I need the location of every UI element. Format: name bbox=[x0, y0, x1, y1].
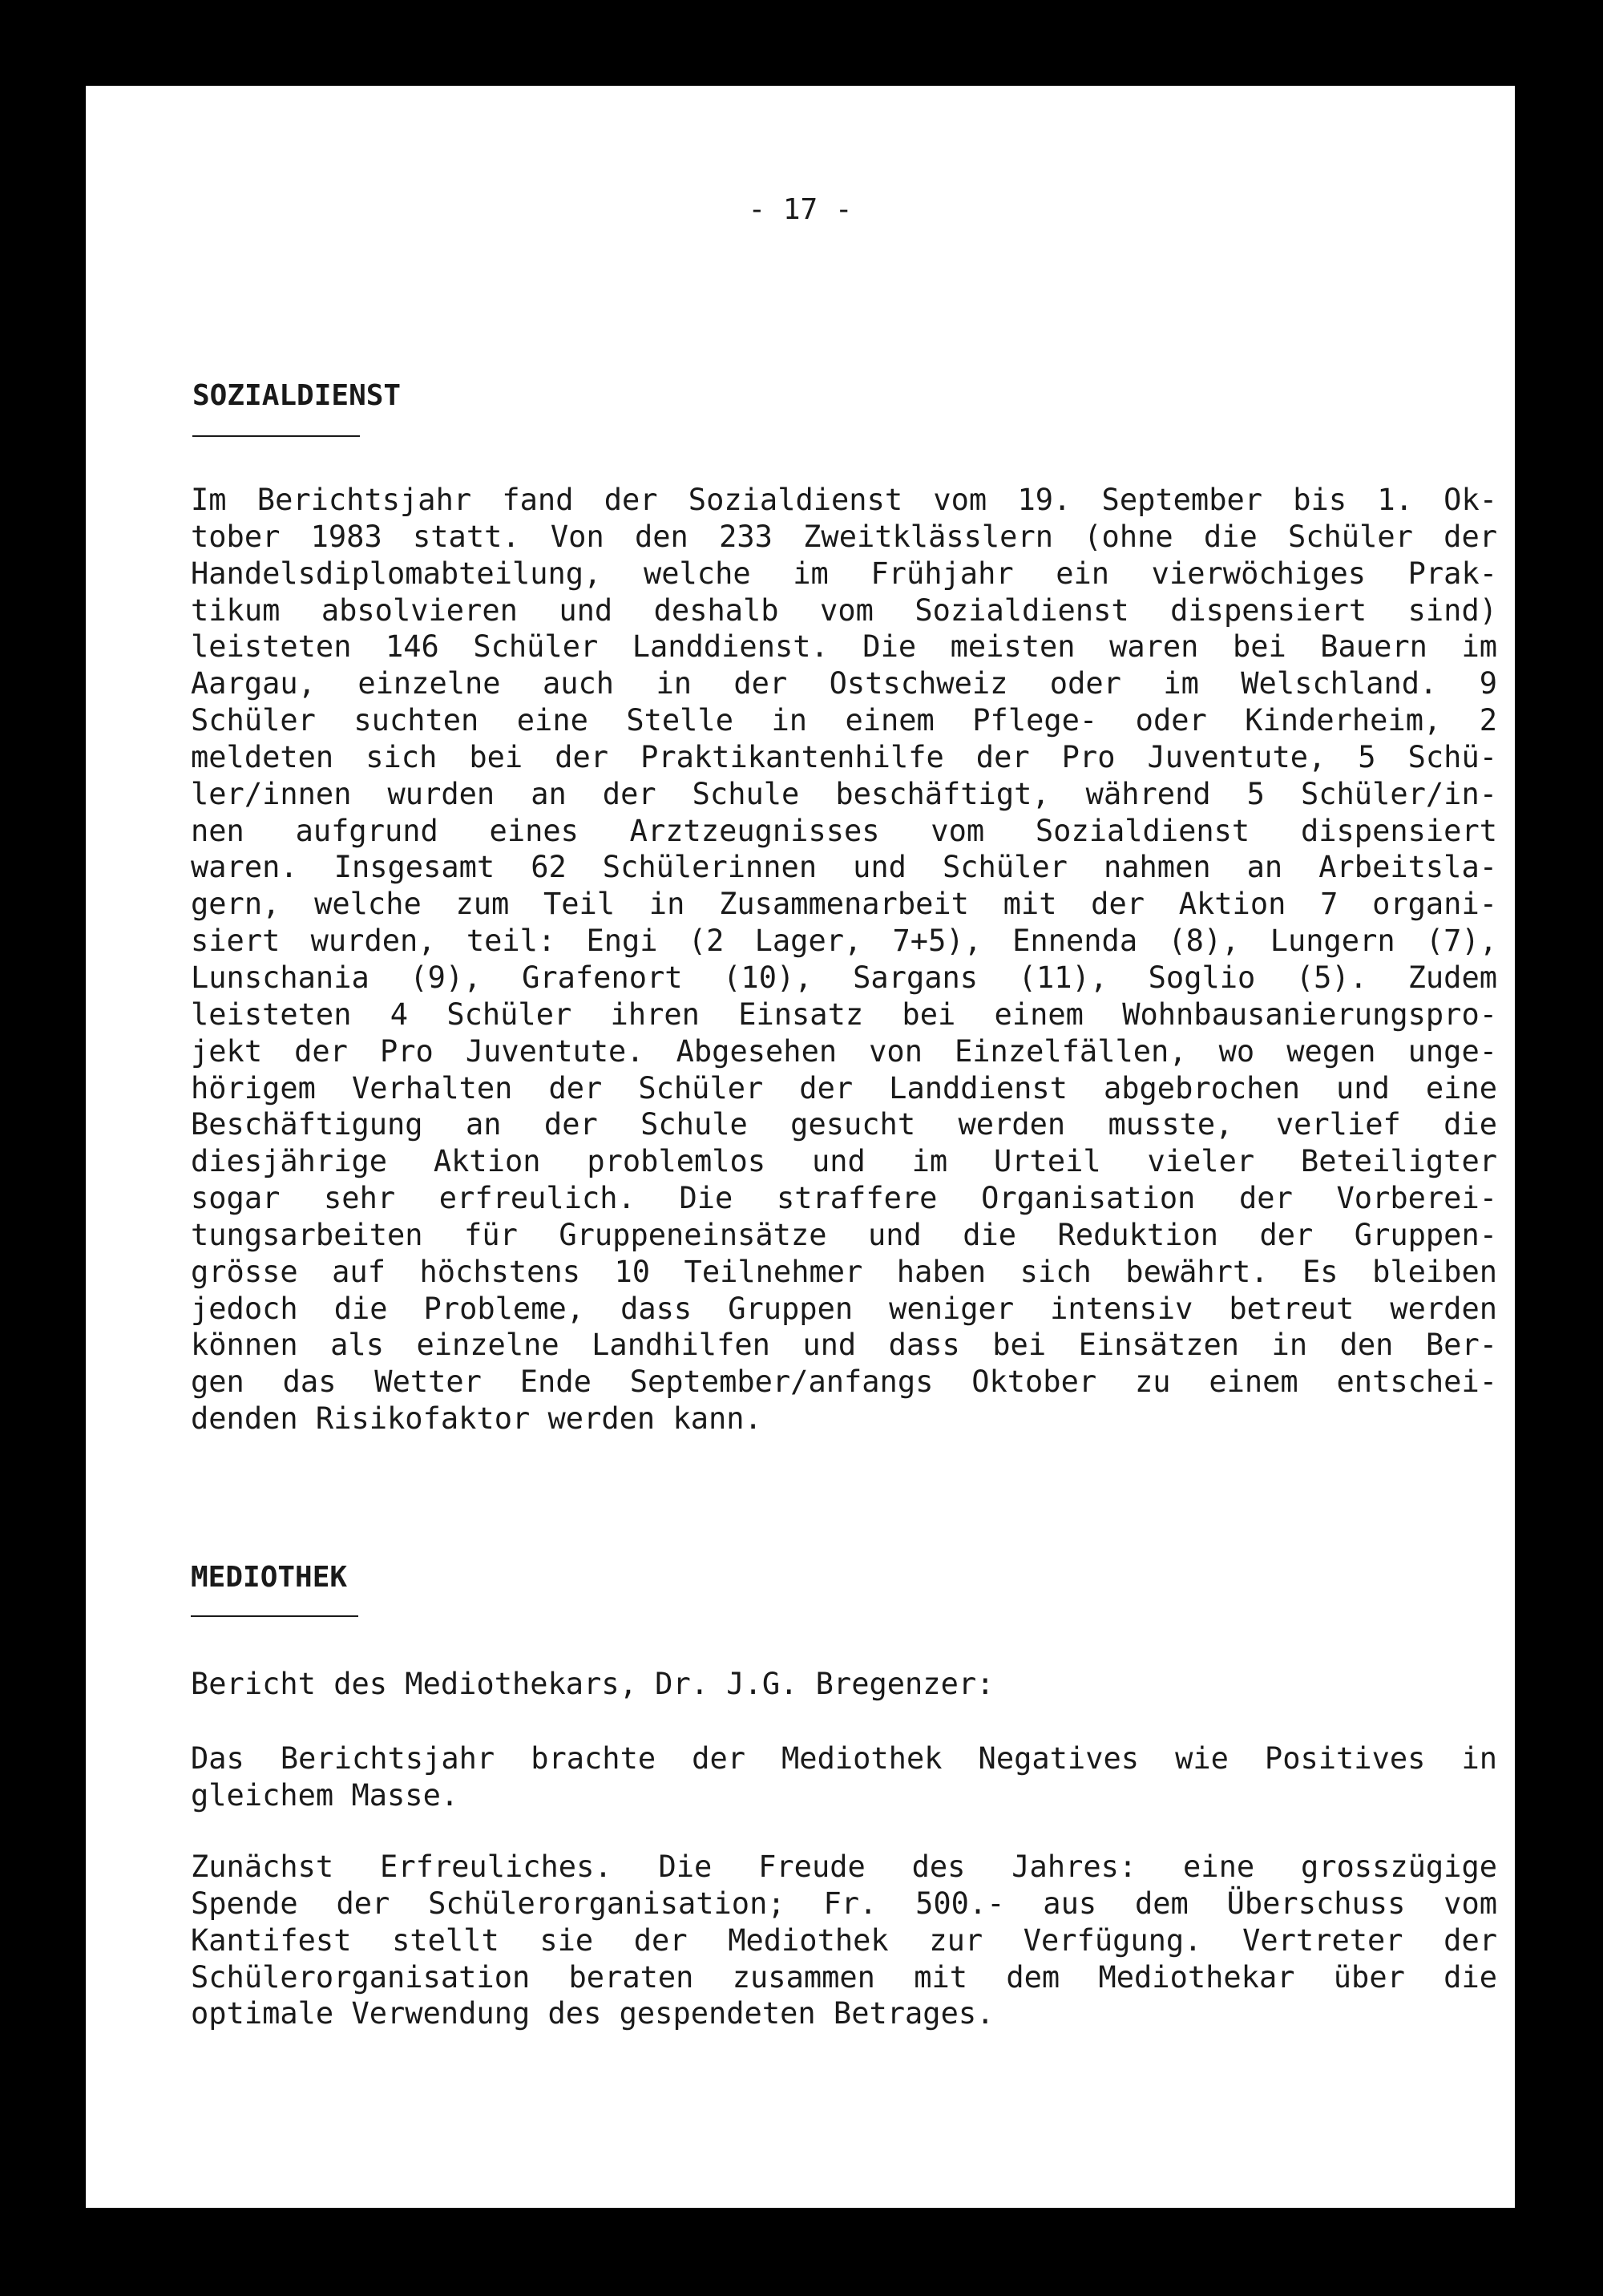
text-line: leisteten 4 Schüler ihren Einsatz bei einem Wohnbausanierungspro- bbox=[191, 996, 1497, 1032]
text-line: grösse auf höchstens 10 Teilnehmer haben sich bewährt. Es bleiben bbox=[191, 1254, 1497, 1289]
text-line: gern, welche zum Teil in Zusammenarbeit mit der Aktion 7 organi- bbox=[191, 887, 1497, 922]
heading-underline-sozialdienst bbox=[192, 435, 360, 437]
text-line: Handelsdiplomabteilung, welche im Frühjahr ein vierwöchiges Prak- bbox=[191, 556, 1497, 591]
text-line: jedoch die Probleme, dass Gruppen weniger intensiv betreut werden bbox=[191, 1291, 1497, 1326]
text-line: waren. Insgesamt 62 Schülerinnen und Schüler nahmen an Arbeitsla- bbox=[191, 850, 1497, 885]
text-line: Bericht des Mediothekars, Dr. J.G. Bregenzer: bbox=[191, 1667, 995, 1701]
text-line: optimale Verwendung des gespendeten Betrages. bbox=[191, 1996, 995, 2031]
paragraph-mediothek-donation bbox=[191, 1849, 1497, 2032]
text-line: denden Risikofaktor werden kann. bbox=[191, 1401, 762, 1437]
text-line: ler/innen wurden an der Schule beschäftigt, während 5 Schüler/in- bbox=[191, 776, 1497, 811]
text-line: jekt der Pro Juventute. Abgesehen von Einzelfällen, wo wegen unge- bbox=[191, 1033, 1497, 1069]
paragraph-mediothek-summary bbox=[191, 1740, 1497, 1814]
document-page bbox=[86, 86, 1515, 2208]
text-line: Zunächst Erfreuliches. Die Freude des Jahres: eine grosszügige bbox=[191, 1849, 1497, 1884]
text-line: tober 1983 statt. Von den 233 Zweitklässlern (ohne die Schüler der bbox=[191, 519, 1497, 554]
text-line: können als einzelne Landhilfen und dass bei Einsätzen in den Ber- bbox=[191, 1328, 1497, 1363]
page-number: - 17 - bbox=[748, 193, 853, 226]
text-line: gleichem Masse. bbox=[191, 1777, 459, 1813]
text-line: Schüler suchten eine Stelle in einem Pflege- oder Kinderheim, 2 bbox=[191, 703, 1497, 738]
text-line: Im Berichtsjahr fand der Sozialdienst vom 19. September bis 1. Ok- bbox=[191, 483, 1497, 517]
heading-underline-mediothek bbox=[191, 1615, 358, 1617]
text-line: Beschäftigung an der Schule gesucht werden musste, verlief die bbox=[191, 1107, 1497, 1142]
text-line: hörigem Verhalten der Schüler der Landdienst abgebrochen und eine bbox=[191, 1070, 1497, 1106]
text-line: siert wurden, teil: Engi (2 Lager, 7+5), Ennenda (8), Lungern (7), bbox=[191, 924, 1497, 959]
paragraph-sozialdienst bbox=[191, 482, 1497, 1437]
text-line: tungsarbeiten für Gruppeneinsätze und die Reduktion der Gruppen- bbox=[191, 1217, 1497, 1252]
text-line: meldeten sich bei der Praktikantenhilfe der Pro Juventute, 5 Schü- bbox=[191, 739, 1497, 774]
text-line: Lunschania (9), Grafenort (10), Sargans (11), Soglio (5). Zudem bbox=[191, 960, 1497, 995]
text-line: diesjährige Aktion problemlos und im Urteil vieler Beteiligter bbox=[191, 1144, 1497, 1179]
text-line: Kantifest stellt sie der Mediothek zur Verfügung. Vertreter der bbox=[191, 1922, 1497, 1958]
text-line: Schülerorganisation beraten zusammen mit dem Mediothekar über die bbox=[191, 1959, 1497, 1995]
paragraph-mediothek-intro bbox=[191, 1666, 1497, 1703]
text-line: Spende der Schülerorganisation; Fr. 500.- aus dem Überschuss vom bbox=[191, 1886, 1497, 1921]
text-line: gen das Wetter Ende September/anfangs Oktober zu einem entschei- bbox=[191, 1364, 1497, 1400]
text-line: Das Berichtsjahr brachte der Mediothek Negatives wie Positives in bbox=[191, 1741, 1497, 1776]
text-line: nen aufgrund eines Arztzeugnisses vom Sozialdienst dispensiert bbox=[191, 813, 1497, 848]
heading-sozialdienst: SOZIALDIENST bbox=[192, 379, 402, 412]
text-line: leisteten 146 Schüler Landdienst. Die meisten waren bei Bauern im bbox=[191, 629, 1497, 665]
heading-mediothek: MEDIOTHEK bbox=[191, 1561, 348, 1594]
text-line: tikum absolvieren und deshalb vom Sozialdienst dispensiert sind) bbox=[191, 592, 1497, 628]
text-line: Aargau, einzelne auch in der Ostschweiz oder im Welschland. 9 bbox=[191, 666, 1497, 701]
text-line: sogar sehr erfreulich. Die straffere Organisation der Vorberei- bbox=[191, 1181, 1497, 1216]
